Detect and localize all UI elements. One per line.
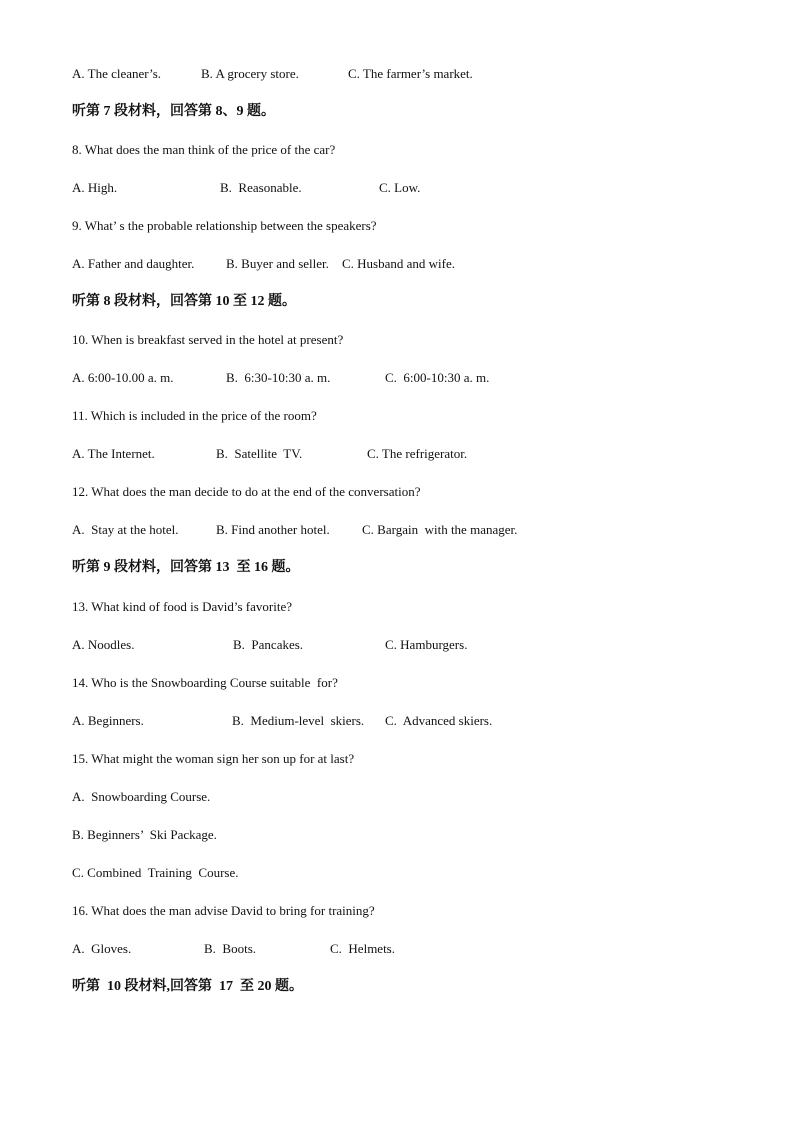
answer-option: B. Buyer and seller. (226, 256, 329, 271)
answer-option: A. Father and daughter. (72, 256, 195, 271)
answer-option: C. Helmets. (330, 941, 395, 956)
answer-option: A. Stay at the hotel. (72, 522, 179, 537)
answer-option: B. Boots. (204, 941, 257, 956)
answer-option: C. Advanced skiers. (385, 713, 493, 728)
question-text: 14. Who is the Snowboarding Course suitable for? (72, 675, 338, 690)
answer-option: B. Find another hotel. (216, 522, 330, 537)
section-heading: 听第 10 段材料,回答第 17 至 20 题。 (72, 979, 303, 994)
answer-option: A. Noodles. (72, 637, 135, 652)
answer-option: B. 6:30-10:30 a. m. (226, 370, 331, 385)
answer-option: C. Low. (379, 180, 421, 195)
answer-option: A. 6:00-10.00 a. m. (72, 370, 174, 385)
question-text: 13. What kind of food is David’s favorite? (72, 599, 292, 614)
answer-option: C. Husband and wife. (342, 256, 456, 271)
question-text: 11. Which is included in the price of the room? (72, 408, 317, 423)
section-heading: 听第 9 段材料，回答第 13 至 16 题。 (72, 560, 300, 575)
question-text: C. Combined Training Course. (72, 865, 239, 880)
section-heading: 听第 8 段材料，回答第 10 至 12 题。 (72, 294, 296, 309)
answer-option: B. Pancakes. (233, 637, 304, 652)
answer-option: A. Gloves. (72, 941, 132, 956)
question-text: A. Snowboarding Course. (72, 789, 211, 804)
section-heading: 听第 7 段材料，回答第 8、9 题。 (72, 104, 275, 119)
answer-option: A. Beginners. (72, 713, 144, 728)
answer-option: C. 6:00-10:30 a. m. (385, 370, 490, 385)
question-text: 16. What does the man advise David to bring for training? (72, 903, 375, 918)
question-text: B. Beginners’ Ski Package. (72, 827, 217, 842)
answer-option: A. High. (72, 180, 118, 195)
answer-option: C. Hamburgers. (385, 637, 468, 652)
answer-option: A. The Internet. (72, 446, 155, 461)
answer-option: C. The refrigerator. (367, 446, 468, 461)
question-text: 10. When is breakfast served in the hotel at present? (72, 332, 344, 347)
answer-option: C. The farmer’s market. (348, 66, 473, 81)
answer-option: C. Bargain with the manager. (362, 522, 518, 537)
answer-option: A. The cleaner’s. (72, 66, 162, 81)
answer-option: B. Satellite TV. (216, 446, 303, 461)
answer-option: B. Medium-level skiers. (232, 713, 365, 728)
answer-option: B. Reasonable. (220, 180, 302, 195)
question-text: 8. What does the man think of the price of the car? (72, 142, 336, 157)
answer-option: B. A grocery store. (201, 66, 299, 81)
question-text: 15. What might the woman sign her son up for at last? (72, 751, 355, 766)
question-text: 9. What’ s the probable relationship between the speakers? (72, 218, 377, 233)
question-text: 12. What does the man decide to do at the end of the conversation? (72, 484, 421, 499)
